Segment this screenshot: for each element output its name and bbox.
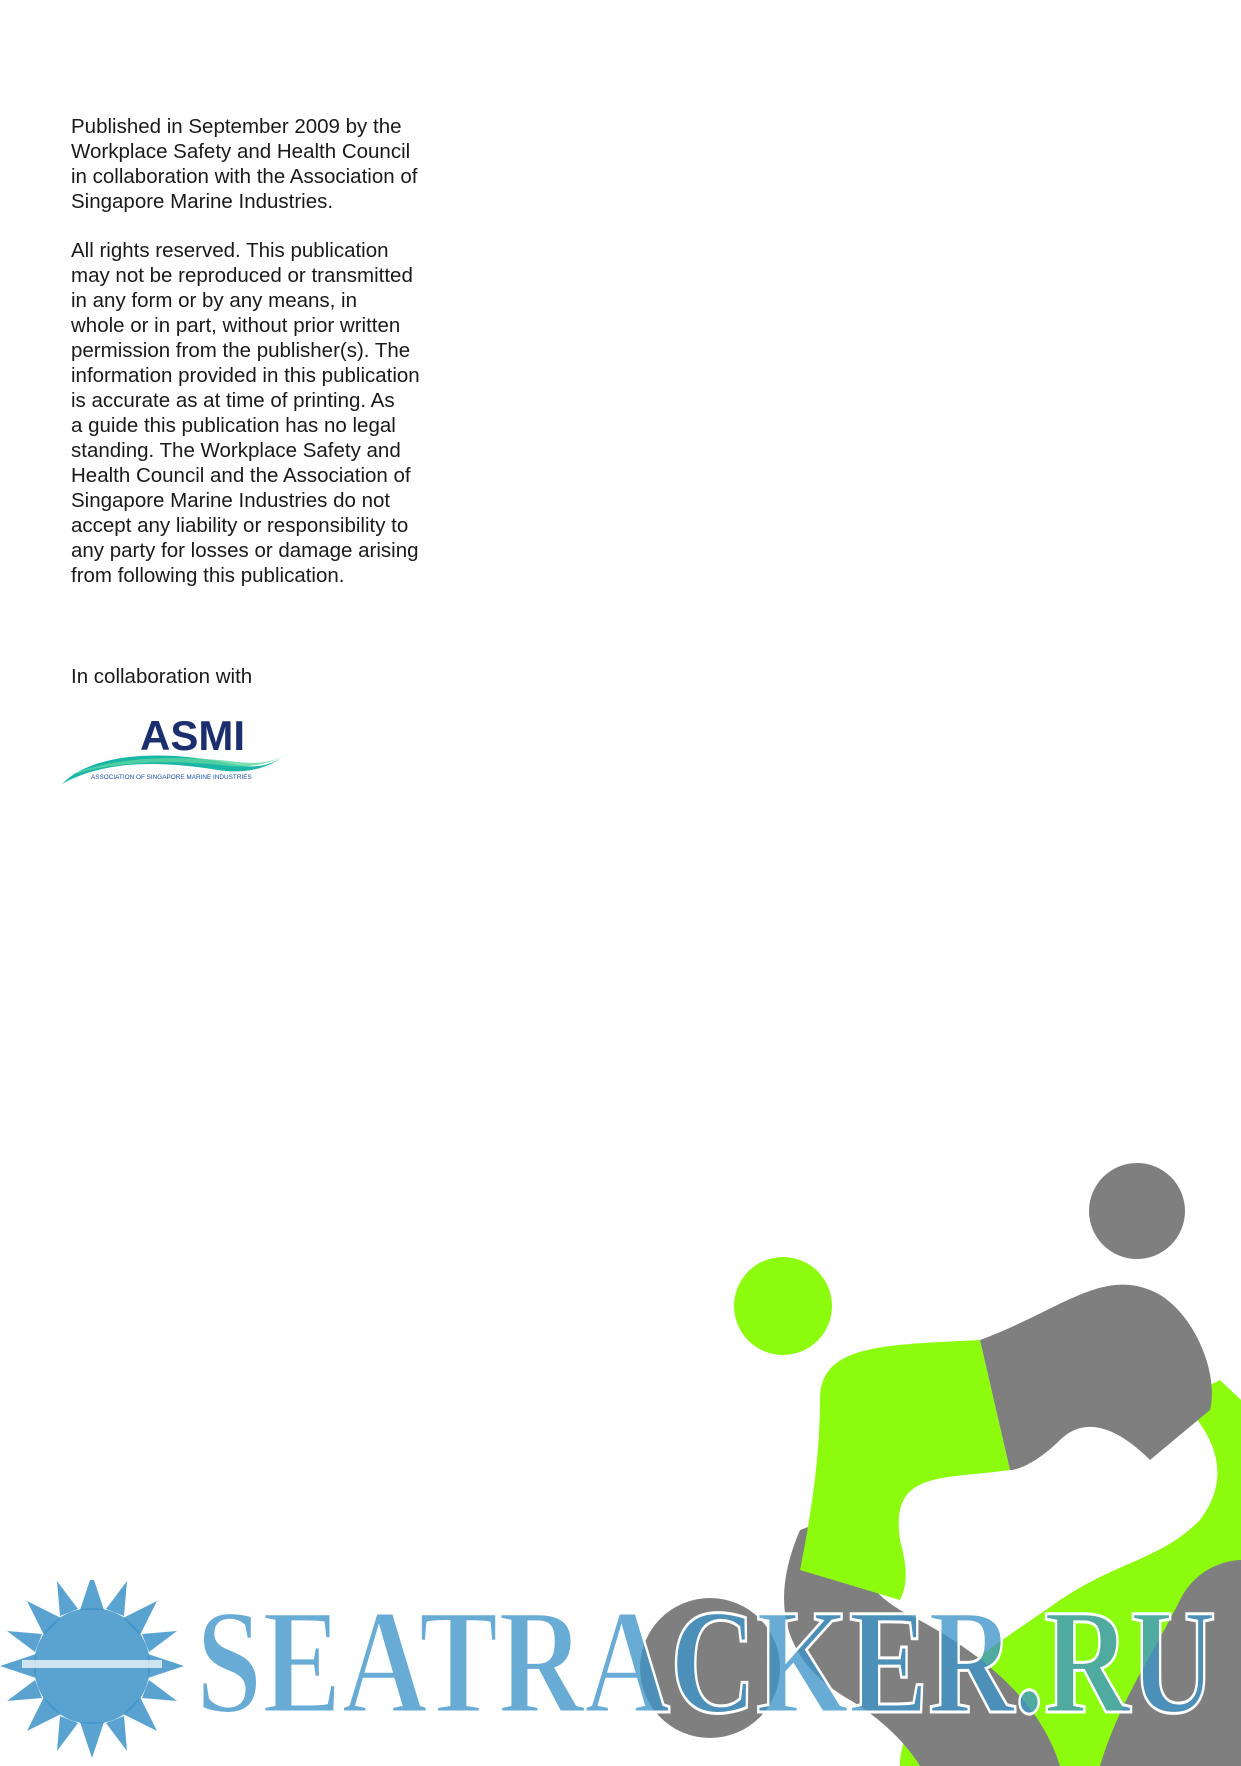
asmi-acronym: ASMI xyxy=(140,712,245,759)
rights-line: accept any liability or responsibility to xyxy=(71,514,409,537)
rights-line: permission from the publisher(s). The xyxy=(71,339,411,362)
asmi-logo xyxy=(58,704,290,790)
publication-note-line: Published in September 2009 by the xyxy=(71,115,402,138)
rights-line: standing. The Workplace Safety and xyxy=(71,439,401,462)
watermark-text: SEATRACKER.RU xyxy=(196,1580,1216,1745)
green-torso-band xyxy=(800,1340,1010,1600)
asmi-full-name: ASSOCIATION OF SINGAPORE MARINE INDUSTRIES xyxy=(91,774,252,781)
collaboration-label: In collaboration with xyxy=(71,665,253,688)
rights-line: from following this publication. xyxy=(71,564,345,587)
rights-line: any party for losses or damage arising xyxy=(71,539,419,562)
green-head-circle xyxy=(734,1257,832,1355)
rights-line: is accurate as at time of printing. As xyxy=(71,389,395,412)
sun-icon xyxy=(0,1580,184,1758)
rights-line: whole or in part, without prior written xyxy=(71,314,401,337)
publication-note-line: Workplace Safety and Health Council xyxy=(71,140,411,163)
rights-line: in any form or by any means, in xyxy=(71,289,357,312)
rights-line: may not be reproduced or transmitted xyxy=(71,264,413,287)
watermark xyxy=(0,1580,1241,1766)
rights-line: Singapore Marine Industries do not xyxy=(71,489,391,512)
rights-line: All rights reserved. This publication xyxy=(71,239,389,262)
rights-line: Health Council and the Association of xyxy=(71,464,411,487)
publication-note xyxy=(71,114,491,214)
publication-note-line: in collaboration with the Association of xyxy=(71,165,418,188)
gray-arm-band xyxy=(980,1285,1212,1470)
publication-note-line: Singapore Marine Industries. xyxy=(71,190,334,213)
rights-line: information provided in this publication xyxy=(71,364,420,387)
rights-line: a guide this publication has no legal xyxy=(71,414,396,437)
gray-head-circle xyxy=(1089,1163,1185,1259)
rights-statement xyxy=(71,238,491,588)
